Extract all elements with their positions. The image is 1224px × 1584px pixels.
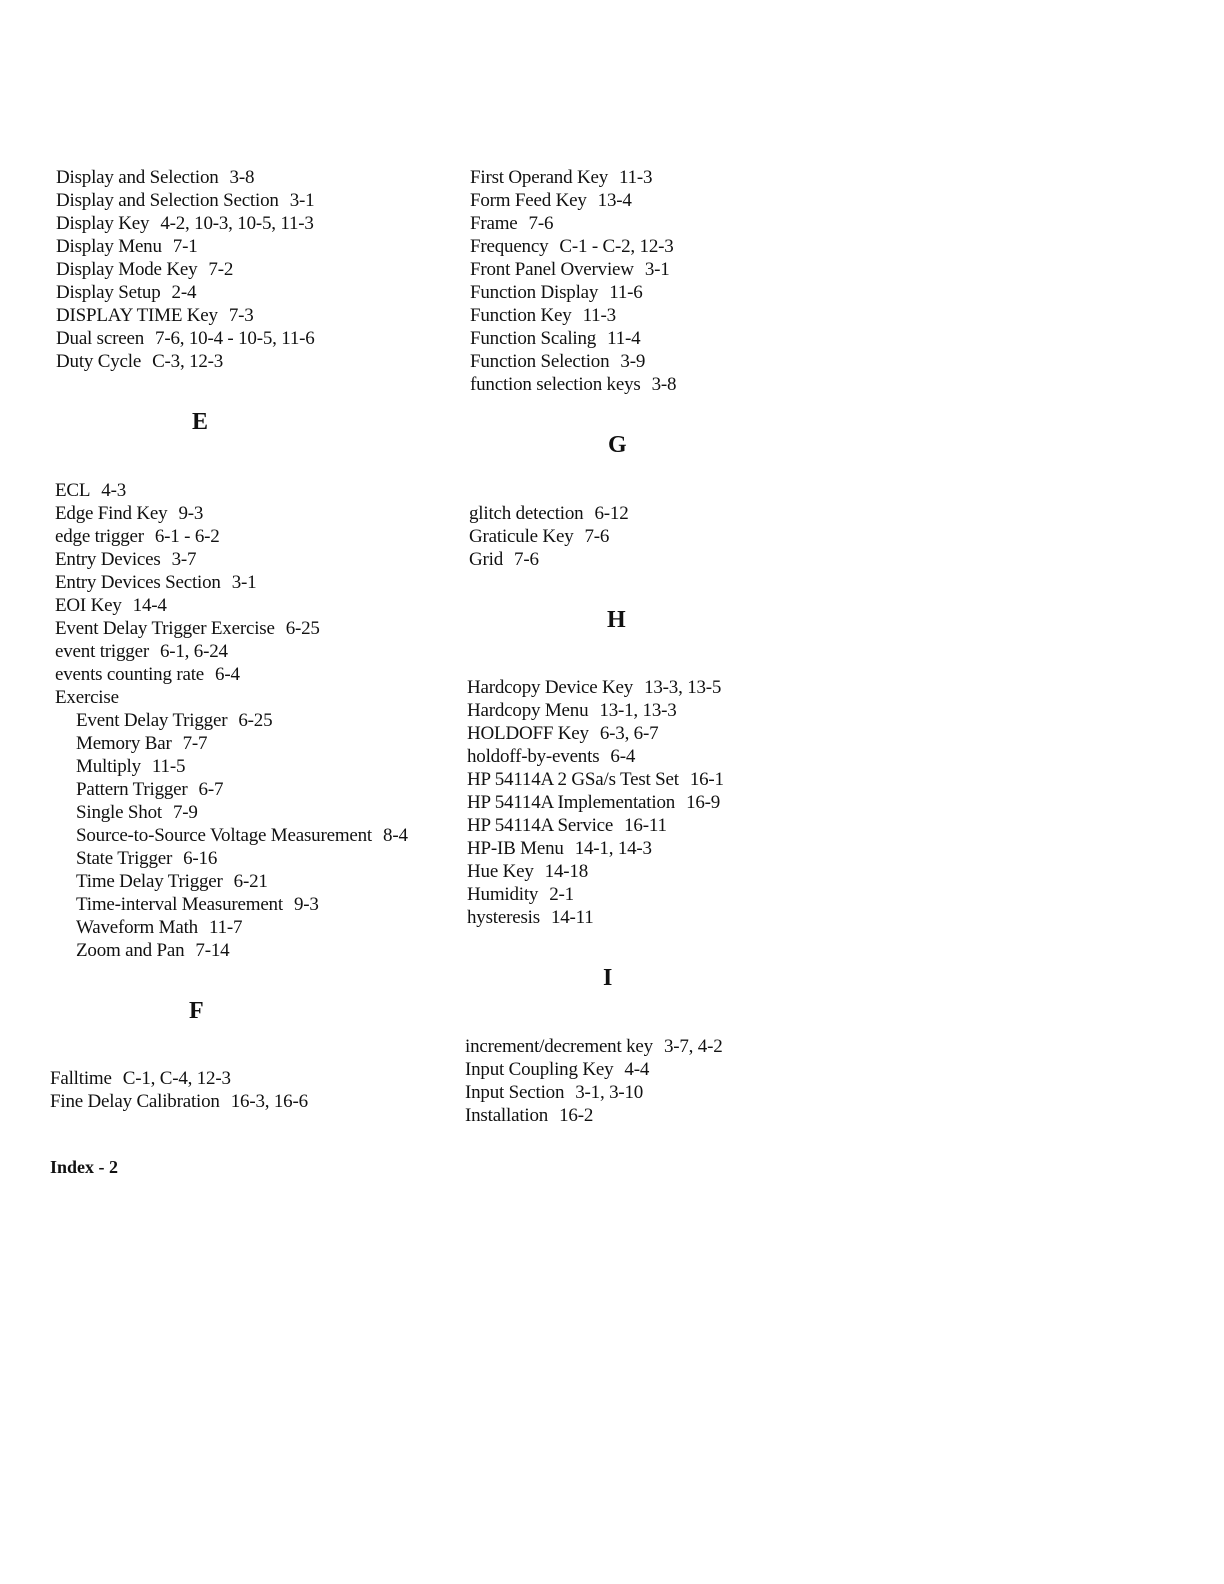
entry-term: glitch detection: [469, 503, 584, 524]
entry-term: Input Section: [465, 1082, 565, 1103]
section-letter-h: H: [607, 607, 626, 633]
entry-pages: 3-9: [620, 351, 646, 372]
entry-term: Exercise: [55, 687, 119, 708]
index-entry: [465, 1058, 649, 1081]
index-subentry: [76, 778, 223, 801]
index-entry: [469, 502, 629, 525]
entry-pages: 13-1, 13-3: [599, 700, 677, 721]
index-entry: [467, 722, 658, 745]
entry-term: Grid: [469, 549, 504, 570]
entry-pages: 16-9: [686, 792, 721, 813]
entry-term: Display and Selection Section: [56, 190, 279, 211]
entry-pages: 7-2: [208, 259, 234, 280]
entry-term: function selection keys: [470, 374, 641, 395]
entry-pages: 16-3, 16-6: [230, 1091, 308, 1112]
index-entry: [470, 258, 670, 281]
index-entry: [56, 212, 314, 235]
entry-pages: 11-6: [609, 282, 643, 303]
entry-term: Edge Find Key: [55, 503, 168, 524]
entry-term: Event Delay Trigger: [76, 710, 228, 731]
index-entry: [467, 676, 721, 699]
entry-term: Frame: [470, 213, 518, 234]
entry-term: HP 54114A 2 GSa/s Test Set: [467, 769, 679, 790]
entry-pages: 3-8: [229, 167, 255, 188]
entry-term: DISPLAY TIME Key: [56, 305, 218, 326]
entry-pages: 3-1, 3-10: [575, 1082, 644, 1103]
index-entry: [56, 304, 254, 327]
index-entry: [470, 304, 616, 327]
entry-pages: 9-3: [293, 894, 319, 915]
index-entry: [467, 768, 724, 791]
entry-pages: 6-21: [233, 871, 268, 892]
entry-pages: 6-25: [238, 710, 273, 731]
entry-term: Waveform Math: [76, 917, 198, 938]
index-entry: [470, 281, 643, 304]
entry-term: ECL: [55, 480, 91, 501]
entry-pages: 14-11: [550, 907, 594, 928]
entry-term: Hardcopy Device Key: [467, 677, 634, 698]
section-letter-f: F: [189, 998, 204, 1024]
index-subentry: [76, 916, 242, 939]
entry-pages: 7-9: [172, 802, 198, 823]
entry-pages: 11-4: [607, 328, 641, 349]
entry-pages: C-1 - C-2, 12-3: [559, 236, 674, 257]
entry-term: Function Display: [470, 282, 599, 303]
entry-pages: 16-11: [624, 815, 667, 836]
entry-term: Pattern Trigger: [76, 779, 188, 800]
entry-pages: 11-5: [151, 756, 186, 777]
entry-term: Installation: [465, 1105, 549, 1126]
entry-pages: 13-4: [597, 190, 632, 211]
entry-term: Single Shot: [76, 802, 162, 823]
index-entry: [467, 791, 720, 814]
index-subentry: [76, 732, 207, 755]
index-entry: [470, 189, 632, 212]
index-entry: [467, 906, 594, 929]
index-entry: [465, 1035, 723, 1058]
entry-pages: 11-3: [582, 305, 616, 326]
index-entry: [55, 502, 203, 525]
index-entry: [469, 548, 539, 571]
entry-pages: 7-6: [514, 549, 539, 570]
entry-pages: 14-1, 14-3: [574, 838, 652, 859]
entry-pages: 9-3: [178, 503, 204, 524]
entry-term: First Operand Key: [470, 167, 609, 188]
index-entry: [50, 1067, 231, 1090]
entry-term: increment/decrement key: [465, 1036, 653, 1057]
index-entry: [55, 525, 220, 548]
entry-pages: 7-1: [172, 236, 198, 257]
entry-pages: 11-7: [208, 917, 243, 938]
entry-term: Display and Selection: [56, 167, 219, 188]
entry-term: edge trigger: [55, 526, 144, 547]
entry-pages: 6-3, 6-7: [599, 723, 659, 744]
entry-term: events counting rate: [55, 664, 205, 685]
index-entry: [55, 548, 196, 571]
index-entry: [467, 814, 667, 837]
index-entry: [470, 235, 674, 258]
entry-term: Front Panel Overview: [470, 259, 634, 280]
entry-pages: 3-1: [231, 572, 257, 593]
entry-pages: 6-4: [215, 664, 240, 685]
entry-term: Hardcopy Menu: [467, 700, 589, 721]
entry-term: Fine Delay Calibration: [50, 1091, 220, 1112]
index-subentry: [76, 801, 198, 824]
entry-pages: 7-6: [528, 213, 554, 234]
entry-pages: 6-1, 6-24: [159, 641, 228, 662]
entry-term: Entry Devices Section: [55, 572, 221, 593]
entry-pages: 7-6: [584, 526, 610, 547]
entry-pages: C-3, 12-3: [152, 351, 224, 372]
section-letter-g: G: [608, 432, 627, 458]
entry-pages: 4-4: [624, 1059, 650, 1080]
index-entry: [56, 235, 198, 258]
index-entry: [50, 1090, 308, 1113]
index-entry: [55, 617, 320, 640]
entry-pages: 3-7: [171, 549, 197, 570]
entry-term: Time Delay Trigger: [76, 871, 223, 892]
index-entry: [465, 1104, 593, 1127]
entry-term: Display Mode Key: [56, 259, 198, 280]
index-entry: [55, 594, 167, 617]
index-subentry: [76, 893, 319, 916]
entry-pages: 16-2: [559, 1105, 594, 1126]
entry-pages: 7-6, 10-4 - 10-5, 11-6: [155, 328, 315, 349]
entry-term: event trigger: [55, 641, 149, 662]
index-entry: [55, 571, 256, 594]
entry-term: Display Setup: [56, 282, 161, 303]
index-entry: [55, 640, 228, 663]
entry-term: hysteresis: [467, 907, 540, 928]
entry-pages: 2-4: [171, 282, 197, 303]
index-entry: [56, 281, 196, 304]
entry-term: Entry Devices: [55, 549, 161, 570]
entry-term: Function Selection: [470, 351, 610, 372]
entry-term: Multiply: [76, 756, 141, 777]
index-subentry: [76, 824, 408, 847]
index-subentry: [76, 870, 268, 893]
entry-pages: 14-4: [132, 595, 167, 616]
index-entry: [470, 327, 640, 350]
index-entry: [56, 189, 314, 212]
index-entry: [470, 350, 645, 373]
index-entry: [55, 479, 126, 502]
entry-term: EOI Key: [55, 595, 122, 616]
entry-term: HOLDOFF Key: [467, 723, 589, 744]
entry-term: Zoom and Pan: [76, 940, 185, 961]
entry-term: Dual screen: [56, 328, 145, 349]
entry-term: Falltime: [50, 1068, 112, 1089]
entry-term: holdoff-by-events: [467, 746, 600, 767]
entry-term: Display Menu: [56, 236, 162, 257]
entry-pages: 6-12: [594, 503, 629, 524]
entry-pages: 6-25: [285, 618, 320, 639]
index-subentry: [76, 847, 217, 870]
index-entry: [56, 350, 223, 373]
entry-term: Input Coupling Key: [465, 1059, 614, 1080]
entry-term: Event Delay Trigger Exercise: [55, 618, 275, 639]
entry-term: Graticule Key: [469, 526, 574, 547]
index-entry: [56, 258, 233, 281]
index-entry: [469, 525, 609, 548]
entry-term: Memory Bar: [76, 733, 172, 754]
index-entry: [467, 699, 677, 722]
entry-term: Time-interval Measurement: [76, 894, 283, 915]
entry-pages: 8-4: [383, 825, 408, 846]
entry-term: Display Key: [56, 213, 150, 234]
entry-pages: C-1, C-4, 12-3: [122, 1068, 231, 1089]
index-subentry: [76, 939, 229, 962]
index-entry: [55, 663, 240, 686]
entry-pages: 7-3: [228, 305, 254, 326]
section-letter-e: E: [192, 409, 209, 435]
index-subentry: [76, 709, 272, 732]
entry-pages: 11-3: [619, 167, 653, 188]
index-entry: [470, 166, 652, 189]
index-entry: [467, 745, 635, 768]
index-entry: [465, 1081, 643, 1104]
index-entry: [55, 686, 119, 709]
index-entry: [467, 860, 588, 883]
index-entry: [56, 327, 315, 350]
index-entry: [467, 837, 652, 860]
entry-pages: 4-2, 10-3, 10-5, 11-3: [160, 213, 314, 234]
entry-pages: 14-18: [544, 861, 588, 882]
entry-pages: 3-8: [651, 374, 677, 395]
entry-term: Source-to-Source Voltage Measurement: [76, 825, 373, 846]
entry-pages: 2-1: [549, 884, 574, 905]
index-entry: [56, 166, 254, 189]
entry-pages: 3-7, 4-2: [663, 1036, 723, 1057]
index-entry: [467, 883, 574, 906]
entry-pages: 16-1: [689, 769, 724, 790]
entry-term: Duty Cycle: [56, 351, 142, 372]
entry-pages: 6-1 - 6-2: [154, 526, 220, 547]
entry-pages: 6-4: [610, 746, 636, 767]
entry-term: Function Scaling: [470, 328, 597, 349]
entry-term: HP 54114A Service: [467, 815, 614, 836]
entry-pages: 7-7: [182, 733, 208, 754]
entry-pages: 6-7: [198, 779, 224, 800]
entry-term: Function Key: [470, 305, 572, 326]
entry-term: State Trigger: [76, 848, 173, 869]
entry-pages: 3-1: [644, 259, 670, 280]
entry-pages: 3-1: [289, 190, 315, 211]
entry-term: HP 54114A Implementation: [467, 792, 676, 813]
entry-pages: 7-14: [195, 940, 230, 961]
index-entry: [470, 212, 553, 235]
entry-term: Frequency: [470, 236, 549, 257]
section-letter-i: I: [603, 965, 613, 991]
entry-term: Humidity: [467, 884, 539, 905]
entry-pages: 6-16: [183, 848, 218, 869]
page-footer: Index - 2: [50, 1157, 119, 1177]
entry-term: Hue Key: [467, 861, 534, 882]
entry-pages: 13-3, 13-5: [644, 677, 722, 698]
entry-term: Form Feed Key: [470, 190, 587, 211]
index-entry: [470, 373, 676, 396]
entry-term: HP-IB Menu: [467, 838, 564, 859]
entry-pages: 4-3: [101, 480, 127, 501]
index-subentry: [76, 755, 185, 778]
